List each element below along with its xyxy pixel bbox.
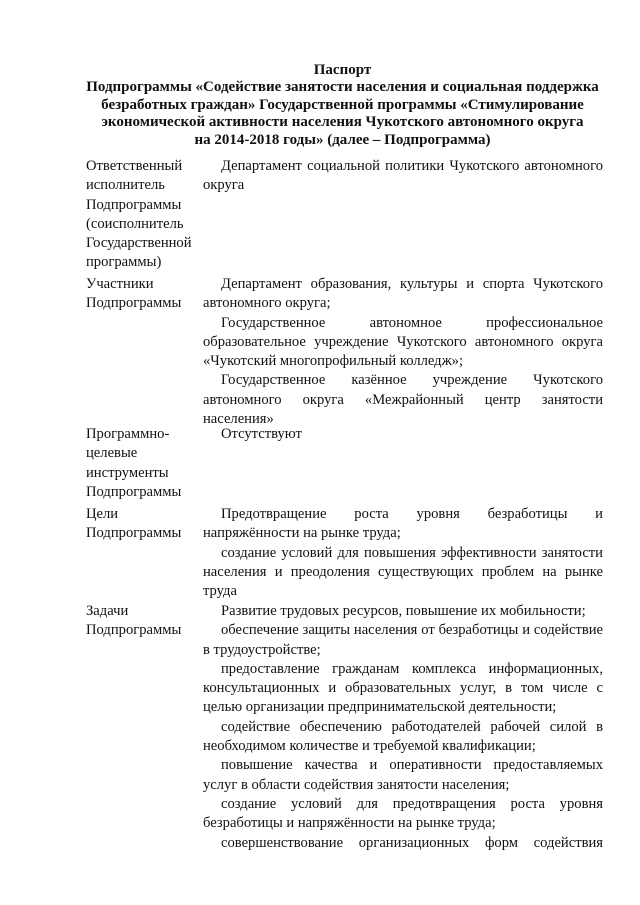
content-paragraph: Государственное казённое учреждение Чукотского автономного округа «Межрайонный центр занятости населения» (203, 372, 603, 428)
passport-subtitle-line-3: экономической активности населения Чукотского автономного округа (101, 114, 584, 131)
row-label: Задачи Подпрограммы (86, 603, 182, 639)
content-paragraph: предоставление гражданам комплекса информационных, консультационных и образовательных услуг, в том числе с целью организации предпринимательской деятельности; (203, 660, 603, 716)
content-paragraph: Отсутствуют (221, 426, 302, 442)
content-paragraph: содействие обеспечению работодателей рабочей силой в необходимом количестве и требуемой квалификации; (203, 718, 603, 755)
row-content (203, 425, 603, 444)
content-paragraph: Государственное автономное профессиональное образовательное учреждение Чукотского автономного округа «Чукотский многопрофильный колледж»; (203, 314, 603, 370)
content-paragraph: Департамент образования, культуры и спорта Чукотского автономного округа; (203, 276, 603, 312)
content-paragraph: Предотвращение роста уровня безработицы и напряжённости на рынке труда; (203, 506, 603, 542)
content-paragraph: создание условий для повышения эффективности занятости населения и преодоления существующих проблем на рынке труда (203, 544, 603, 600)
passport-title: Паспорт (313, 62, 372, 78)
row-label: Программно-целевые инструменты Подпрограммы (86, 426, 182, 500)
row-label: Участники Подпрограммы (86, 276, 182, 312)
row-content (203, 157, 603, 196)
row-label: Цели Подпрограммы (86, 506, 182, 542)
content-paragraph: создание условий для предотвращения роста уровня безработицы и напряжённости на рынке труда; (203, 795, 603, 832)
row-content (203, 275, 603, 429)
content-paragraph: повышение качества и оперативности предоставляемых услуг в области содействия занятости населения; (203, 757, 603, 793)
passport-subtitle-line-2: безработных граждан» Государственной программы «Стимулирование (101, 96, 584, 113)
content-paragraph: Развитие трудовых ресурсов, повышение их мобильности; (221, 603, 586, 619)
row-content (203, 505, 603, 601)
passport-header (70, 62, 615, 149)
passport-subtitle-line-1: Подпрограммы «Содействие занятости населения и социальная поддержка (86, 79, 599, 96)
content-paragraph: Департамент социальной политики Чукотского автономного округа (203, 158, 603, 194)
content-paragraph: совершенствование организационных форм содействия (221, 834, 603, 851)
row-label: Ответственный исполнитель Подпрограммы (соисполнитель Государственной программы) (86, 158, 192, 271)
content-paragraph: обеспечение защиты населения от безработицы и содействие в трудоустройстве; (203, 622, 603, 658)
passport-subtitle-line-4: на 2014-2018 годы» (далее – Подпрограмма) (194, 131, 491, 148)
row-content (203, 602, 603, 853)
